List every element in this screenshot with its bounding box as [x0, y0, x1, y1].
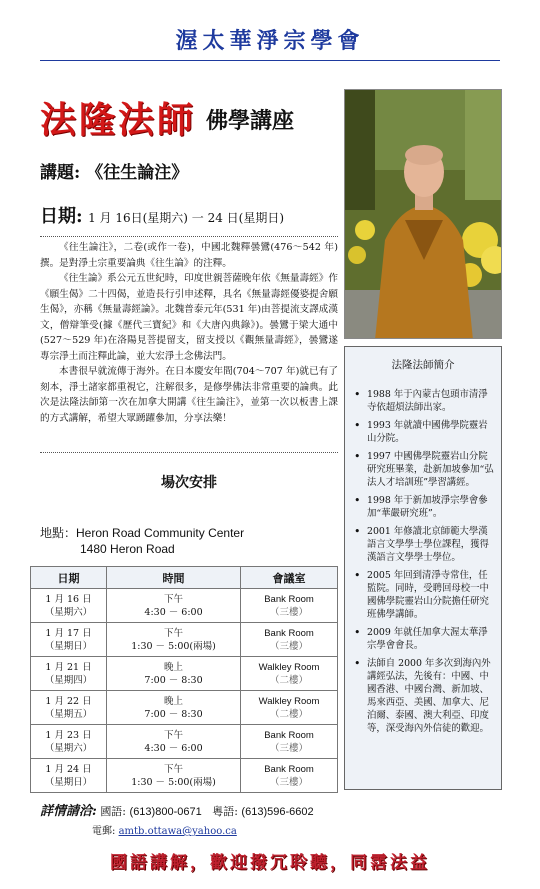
- header-divider: [40, 60, 500, 61]
- table-row: [31, 725, 338, 759]
- bio-item: • 法師自 2000 年多次到海內外講經弘法，先後有：中國、中國香港、中國台灣、新加坡、馬來西亞、美國、加拿大、尼泊爾、泰國、澳大利亞、印度等，深受海內外信徒的歡迎。: [351, 657, 495, 735]
- cell-date: [31, 589, 107, 623]
- day-text: （星期四）: [44, 674, 93, 686]
- floor-text: （三樓）: [270, 640, 309, 652]
- bio-title: 法隆法師簡介: [391, 359, 455, 371]
- intro-paragraph: 《往生論注》，二卷(或作一卷)，中國北魏釋曇鸞(476～542 年)撰。是對淨土宗重要論典《往生論》的注釋。: [40, 242, 338, 269]
- cell-room: [241, 623, 338, 657]
- cell-date: [31, 725, 107, 759]
- room-text: Bank Room: [264, 593, 314, 605]
- day-text: （星期六）: [44, 606, 93, 618]
- divider-top: [40, 236, 338, 237]
- period-text: 下午: [164, 763, 184, 775]
- intro-text: [40, 240, 338, 426]
- time-text: 4:30 － 6:00: [144, 742, 203, 754]
- room-text: Bank Room: [264, 729, 314, 741]
- cell-date: [31, 623, 107, 657]
- floor-text: （三樓）: [270, 742, 309, 754]
- bio-item: • 1988 年于內蒙古包頭市清淨寺依超煩法師出家。: [351, 388, 495, 414]
- bio-item: • 2001 年修讀北京師範大學漢語言文學學士學位課程，獲得漢語言文學學士學位。: [351, 525, 495, 564]
- lecturer-photo: [344, 89, 502, 339]
- cell-time: [106, 725, 240, 759]
- schedule-title: 場次安排: [161, 475, 217, 491]
- schedule-body: [31, 589, 338, 793]
- cell-time: [106, 589, 240, 623]
- header: [0, 0, 540, 56]
- cell-time: [106, 657, 240, 691]
- date-text: 1 月 22 日: [45, 695, 92, 707]
- period-text: 下午: [164, 729, 184, 741]
- lecture-dates: [40, 202, 284, 228]
- header-date: 日期: [31, 567, 107, 589]
- venue-label: 地點：: [40, 526, 77, 540]
- table-row: [31, 623, 338, 657]
- floor-text: （二樓）: [270, 674, 309, 686]
- email-label: 電郵:: [92, 826, 116, 837]
- room-text: Bank Room: [264, 763, 314, 775]
- period-text: 下午: [164, 627, 184, 639]
- period-text: 晚上: [164, 695, 184, 707]
- day-text: （星期六）: [44, 742, 93, 754]
- bio-panel: [344, 346, 502, 790]
- dates-value: 1 月 16日(星期六) 一 24 日(星期日): [88, 211, 285, 225]
- cell-date: [31, 657, 107, 691]
- day-text: （星期五）: [44, 708, 93, 720]
- time-text: 7:00 － 8:30: [144, 708, 203, 720]
- cell-date: [31, 759, 107, 793]
- footer-slogan: 國語講解，歡迎撥冗聆聽，同霑法益: [110, 853, 430, 873]
- room-text: Walkley Room: [258, 695, 320, 707]
- lecturer-name: 法隆法師: [40, 99, 197, 141]
- header-time: 時間: [106, 567, 240, 589]
- floor-text: （二樓）: [270, 708, 309, 720]
- table-row: [31, 759, 338, 793]
- cell-room: [241, 657, 338, 691]
- contact-info: [40, 800, 314, 837]
- time-text: 4:30 － 6:00: [144, 606, 203, 618]
- room-text: Walkley Room: [258, 661, 320, 673]
- period-text: 下午: [164, 593, 184, 605]
- date-text: 1 月 23 日: [45, 729, 92, 741]
- bio-item: • 2005 年回到清淨寺常住，任監院。同時，受聘回母校一中國佛學院靈岩山分院擔任研究班佛學講師。: [351, 569, 495, 621]
- floor-text: （三樓）: [270, 606, 309, 618]
- cell-time: [106, 623, 240, 657]
- cell-date: [31, 691, 107, 725]
- cell-room: [241, 759, 338, 793]
- cell-time: [106, 691, 240, 725]
- cell-room: [241, 725, 338, 759]
- contact-label: 詳情請洽:: [40, 804, 97, 819]
- period-text: 晚上: [164, 661, 184, 673]
- schedule-table: [30, 566, 338, 793]
- header-room: 會議室: [241, 567, 338, 589]
- date-text: 1 月 24 日: [45, 763, 92, 775]
- table-row: [31, 691, 338, 725]
- floor-text: （三樓）: [270, 776, 309, 788]
- lecturer-heading: [40, 92, 294, 143]
- topic-label: 講題:: [40, 163, 81, 183]
- table-header-row: [31, 567, 338, 589]
- cantonese-phone: (613)596-6602: [241, 806, 314, 818]
- date-text: 1 月 16 日: [45, 593, 92, 605]
- cell-room: [241, 691, 338, 725]
- table-row: [31, 657, 338, 691]
- cell-time: [106, 759, 240, 793]
- bio-item: • 1993 年就讀中國佛學院靈岩山分院。: [351, 419, 495, 445]
- cantonese-label: 粵語:: [212, 805, 238, 818]
- venue: [40, 525, 244, 557]
- dates-label: 日期:: [40, 206, 83, 227]
- venue-address: 1480 Heron Road: [80, 542, 175, 556]
- email-link[interactable]: amtb.ottawa@yahoo.ca: [118, 826, 237, 837]
- time-text: 1:30 － 5:00(兩場): [131, 776, 216, 788]
- bio-item: • 1997 中國佛學院靈岩山分院研究班畢業，赴新加坡參加“弘法人才培訓班”學習講經。: [351, 450, 495, 489]
- mandarin-phone: (613)800-0671: [129, 806, 202, 818]
- lecture-topic: [40, 158, 188, 183]
- bio-list: [351, 388, 495, 735]
- day-text: （星期日）: [44, 640, 93, 652]
- date-text: 1 月 21 日: [45, 661, 92, 673]
- lecturer-portrait-image: [345, 90, 502, 339]
- org-title: 渥太華淨宗學會: [175, 28, 365, 54]
- day-text: （星期日）: [44, 776, 93, 788]
- date-text: 1 月 17 日: [45, 627, 92, 639]
- room-text: Bank Room: [264, 627, 314, 639]
- venue-name: Heron Road Community Center: [76, 526, 245, 540]
- table-row: [31, 589, 338, 623]
- intro-paragraph: 本書很早就流傳于海外。在日本慶安年間(704～707 年)就已有了刻本，淨土諸家都重視它，注解很多，是修學佛法非常重要的論典。此次是法隆法師第一次在加拿大開講《往生論注》，並第一次以板書上課的方式講解，希望大眾踴躍參加，分享法樂！: [40, 366, 338, 424]
- divider-bottom: [40, 452, 338, 453]
- intro-paragraph: 《往生論》系公元五世紀時，印度世親菩薩晚年依《無量壽經》作《願生偈》二十四偈，並造長行引申述釋，具名《無量壽經優婆提舍願生偈》，亦稱《無量壽經論》。北魏普泰元年(531 年)由菩提流支譯成漢文，僧辯筆受(據《歷代三寶紀》和《大唐內典錄》)。曇鸞于梁大通中(527～529 年)在洛陽見菩提留支，留支授以《觀無量壽經》，曇鸞遂專宗淨土而注釋此論，並大宏淨土念佛法門。: [40, 273, 338, 362]
- mandarin-label: 國語:: [100, 805, 127, 818]
- time-text: 7:00 － 8:30: [144, 674, 203, 686]
- bio-item: • 1998 年于新加坡淨宗學會參加“華嚴研究班”。: [351, 494, 495, 520]
- bio-item: • 2009 年就任加拿大渥太華淨宗學會會長。: [351, 626, 495, 652]
- cell-room: [241, 589, 338, 623]
- topic-value: 《往生論注》: [86, 163, 189, 183]
- lecture-subtitle: 佛學講座: [206, 108, 295, 134]
- time-text: 1:30 － 5:00(兩場): [131, 640, 216, 652]
